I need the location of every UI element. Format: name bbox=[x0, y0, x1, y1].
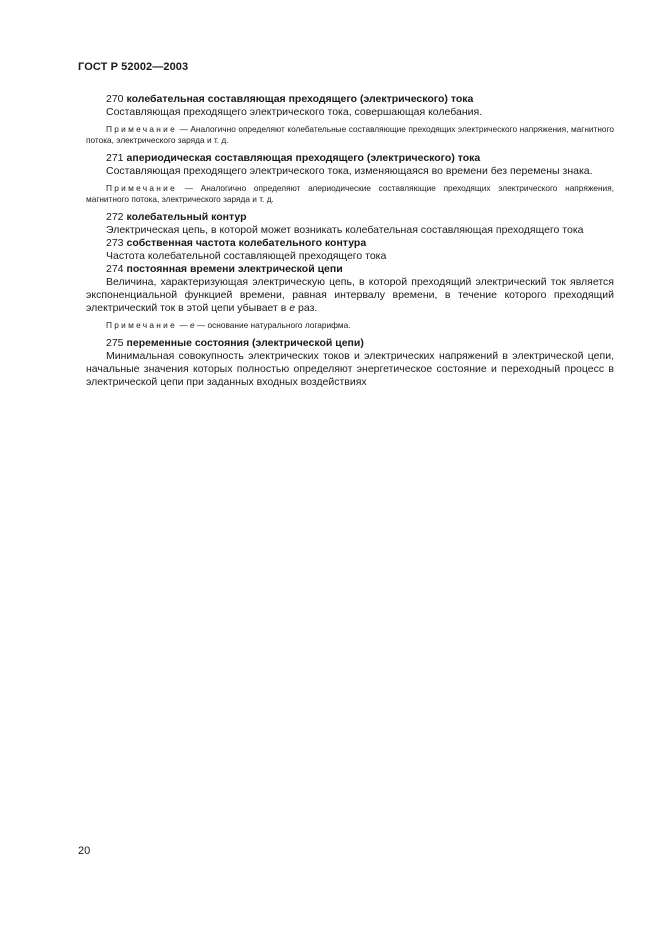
term-title: апериодическая составляющая преходящего (электрического) тока bbox=[126, 152, 481, 164]
note-text: — Аналогично определяют колебательные составляющие преходящих электрического напряжения, магнитного потока, электрического заряда и т. д. bbox=[86, 124, 614, 145]
document-body bbox=[86, 93, 614, 389]
note-label: Примечание bbox=[106, 124, 178, 134]
term-number: 270 bbox=[106, 93, 124, 105]
term-270-note bbox=[86, 124, 614, 146]
term-number: 272 bbox=[106, 211, 124, 223]
term-275-definition: Минимальная совокупность электрических токов и электрических напряжений в электрической цепи, начальные значения которых полностью определяют энергетическое состояние и переходный процесс в электрической цепи при заданных входных воздействиях bbox=[86, 350, 614, 388]
note-text: — основание натурального логарифма. bbox=[196, 320, 351, 330]
term-number: 274 bbox=[106, 263, 124, 275]
term-number: 273 bbox=[106, 237, 124, 249]
variable-e: e bbox=[289, 302, 296, 314]
term-271-heading bbox=[86, 152, 614, 165]
term-273-definition: Частота колебательной составляющей преходящего тока bbox=[106, 250, 387, 262]
term-270-definition: Составляющая преходящего электрического тока, совершающая колебания. bbox=[106, 106, 483, 118]
term-274-definition bbox=[86, 276, 614, 315]
note-dash: — bbox=[179, 320, 188, 330]
note-label: Примечание bbox=[106, 320, 178, 330]
definition-text-end: раз. bbox=[298, 302, 318, 314]
term-270-heading bbox=[86, 93, 614, 106]
term-274-note bbox=[86, 320, 614, 331]
page-number: 20 bbox=[78, 845, 91, 857]
note-text: — Аналогично определяют апериодические составляющие преходящих электрического напряжения, магнитного потока, электрического заряда и т. д. bbox=[86, 183, 614, 204]
term-275-heading bbox=[86, 337, 614, 350]
term-title: колебательный контур bbox=[126, 211, 247, 223]
term-271-definition: Составляющая преходящего электрического тока, изменяющаяся во времени без перемены знака. bbox=[106, 165, 593, 177]
term-number: 271 bbox=[106, 152, 124, 164]
term-title: собственная частота колебательного контура bbox=[126, 237, 367, 249]
term-title: переменные состояния (электрической цепи) bbox=[126, 337, 364, 349]
note-label: Примечание bbox=[106, 183, 178, 193]
document-header: ГОСТ Р 52002—2003 bbox=[78, 61, 189, 73]
term-271-note bbox=[86, 183, 614, 205]
term-274-heading bbox=[86, 263, 614, 276]
term-272-heading bbox=[86, 211, 614, 224]
term-272-definition: Электрическая цепь, в которой может возникать колебательная составляющая преходящего тока bbox=[106, 224, 584, 236]
term-title: постоянная времени электрической цепи bbox=[126, 263, 343, 275]
term-273-heading bbox=[86, 237, 614, 250]
variable-e: e bbox=[189, 320, 195, 330]
term-number: 275 bbox=[106, 337, 124, 349]
definition-text: Величина, характеризующая электрическую цепь, в которой преходящий электрический ток является экспоненциальной функцией времени, равная интервалу времени, в течение которого преходящий электрический ток в этой цепи убывает в bbox=[86, 276, 614, 314]
term-title: колебательная составляющая преходящего (электрического) тока bbox=[126, 93, 474, 105]
